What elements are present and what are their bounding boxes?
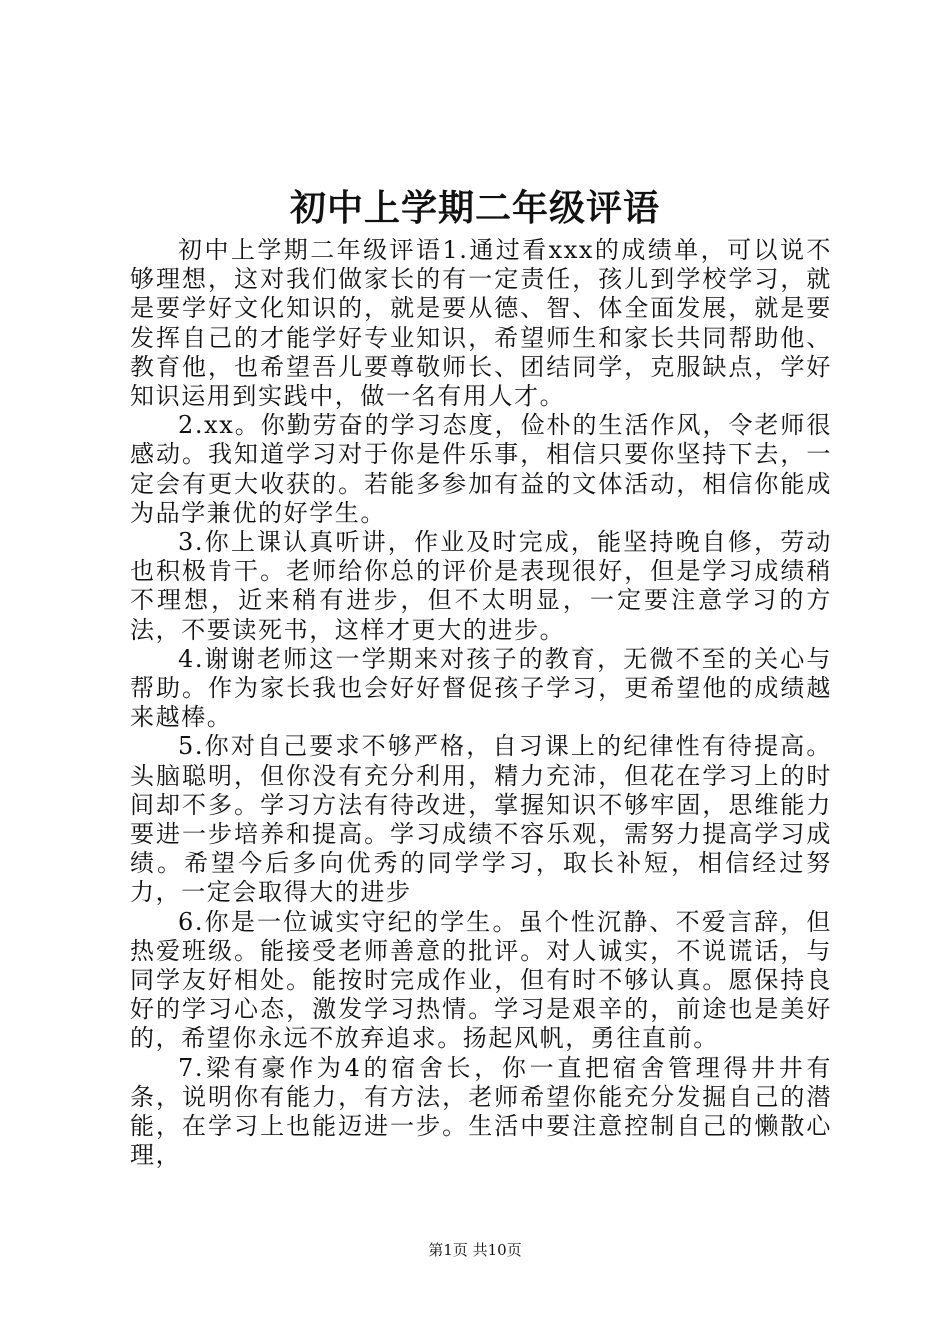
paragraph-6: 6.你是一位诚实守纪的学生。虽个性沉静、不爱言辞，但热爱班级。能接受老师善意的批评。对人诚实，不说谎话，与同学友好相处。能按时完成作业，但有时不够认真。愿保持良好的学习心态，激发学习热情。学习是艰辛的，前途也是美好的，希望你永远不放弃追求。扬起风帆，勇往直前。: [130, 907, 832, 1053]
paragraph-3: 3.你上课认真听讲，作业及时完成，能坚持晚自修，劳动也积极肯干。老师给你总的评价是表现很好，但是学习成绩稍不理想，近来稍有进步，但不太明显，一定要注意学习的方法，不要读死书，这样才更大的进步。: [130, 528, 832, 644]
paragraph-7: 7.梁有豪作为4的宿舍长，你一直把宿舍管理得井井有条，说明你有能力，有方法，老师希望你能充分发掘自己的潜能，在学习上也能迈进一步。生活中要注意控制自己的懒散心理，: [130, 1053, 832, 1170]
page-number-footer: 第1页 共10页: [428, 1241, 522, 1259]
paragraph-4: 4.谢谢老师这一学期来对孩子的教育，无微不至的关心与帮助。作为家长我也会好好督促孩子学习，更希望他的成绩越来越棒。: [130, 644, 832, 732]
document-body: [130, 236, 832, 1171]
paragraph-1: 初中上学期二年级评语1.通过看xxx的成绩单，可以说不够理想，这对我们做家长的有一定责任，孩儿到学校学习，就是要学好文化知识的，就是要从德、智、体全面发展，就是要发挥自己的才能学好专业知识，希望师生和家长共同帮助他、教育他，也希望吾儿要尊敬师长、团结同学，克服缺点，学好知识运用到实践中，做一名有用人才。: [130, 236, 832, 411]
paragraph-2: 2.xx。你勤劳奋的学习态度，俭朴的生活作风，令老师很感动。我知道学习对于你是件乐事，相信只要你坚持下去，一定会有更大收获的。若能多参加有益的文体活动，相信你能成为品学兼优的好学生。: [130, 411, 832, 527]
paragraph-5: 5.你对自己要求不够严格，自习课上的纪律性有待提高。头脑聪明，但你没有充分利用，精力充沛，但花在学习上的时间却不多。学习方法有待改进，掌握知识不够牢固，思维能力要进一步培养和提高。学习成绩不容乐观，需努力提高学习成绩。希望今后多向优秀的同学学习，取长补短，相信经过努力，一定会取得大的进步: [130, 732, 832, 907]
document-title: 初中上学期二年级评语: [289, 187, 660, 229]
